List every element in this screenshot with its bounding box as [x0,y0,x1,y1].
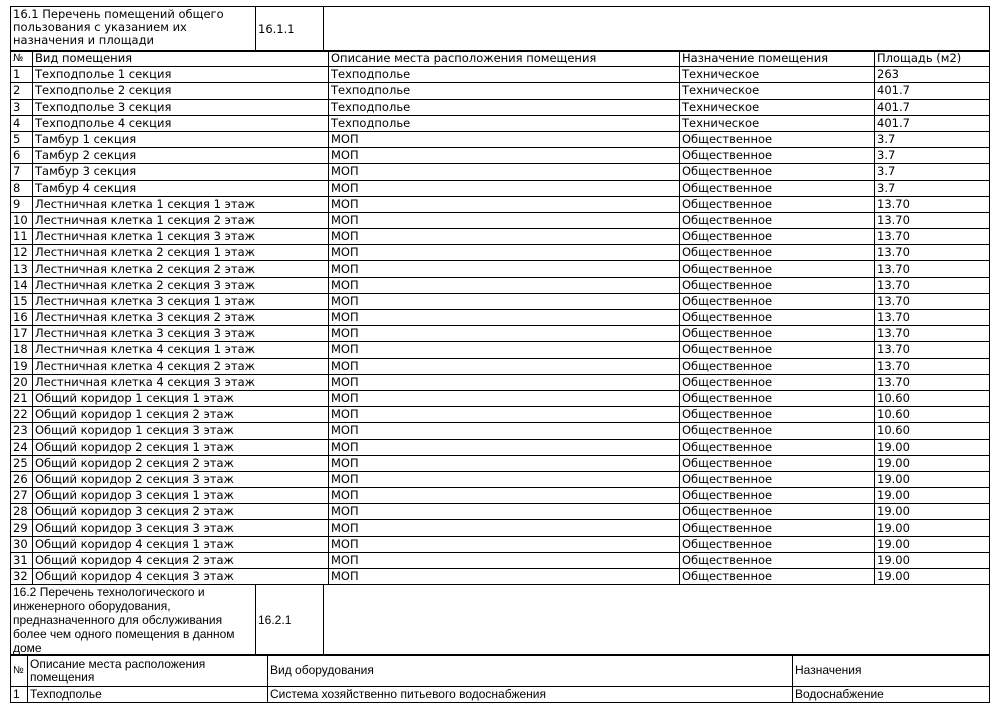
cell-purpose: Назначения [793,655,990,687]
cell-purpose: Общественное [680,326,875,342]
section-code: 16.1.1 [256,7,324,52]
cell-number: 1 [11,67,33,83]
cell-location: МОП [329,229,680,245]
cell-purpose: Общественное [680,536,875,552]
cell-area: 401.7 [875,99,990,115]
cell-premise-type: Общий коридор 3 секция 3 этаж [33,520,329,536]
cell-area: 13.70 [875,358,990,374]
cell-area: 13.70 [875,245,990,261]
cell-premise-type: Лестничная клетка 3 секция 1 этаж [33,293,329,309]
cell-purpose: Общественное [680,569,875,585]
section-title: 16.1 Перечень помещений общего пользования с указанием их назначения и площади [11,7,256,52]
cell-area: 3.7 [875,131,990,147]
cell-number: 32 [11,569,33,585]
table-row [11,504,990,520]
header-row [11,655,990,687]
cell-number: 18 [11,342,33,358]
cell-area: 19.00 [875,504,990,520]
cell-location: МОП [329,164,680,180]
cell-purpose: Общественное [680,390,875,406]
cell-location: МОП [329,520,680,536]
cell-area: 19.00 [875,439,990,455]
cell-number: 24 [11,439,33,455]
cell-location: Техподполье [329,99,680,115]
cell-area: 19.00 [875,569,990,585]
cell-area: 19.00 [875,471,990,487]
cell-premise-type: Общий коридор 4 секция 1 этаж [33,536,329,552]
table-row [11,326,990,342]
cell-premise-type: Техподполье 4 секция [33,115,329,131]
cell-number: 20 [11,374,33,390]
cell-number: 31 [11,552,33,568]
cell-purpose: Общественное [680,245,875,261]
table-row [11,687,990,703]
cell-equipment-type: Вид оборудования [268,655,793,687]
cell-premise-type: Общий коридор 4 секция 3 этаж [33,569,329,585]
cell-location: МОП [329,326,680,342]
cell-location: МОП [329,374,680,390]
cell-number: 30 [11,536,33,552]
cell-area: 13.70 [875,342,990,358]
table-row [11,212,990,228]
cell-purpose: Общественное [680,164,875,180]
cell-premise-type: Лестничная клетка 4 секция 3 этаж [33,374,329,390]
cell-number: 6 [11,148,33,164]
cell-purpose: Техническое [680,67,875,83]
cell-location: МОП [329,196,680,212]
cell-number: 15 [11,293,33,309]
cell-premise-type: Лестничная клетка 1 секция 3 этаж [33,229,329,245]
cell-premise-type: Лестничная клетка 2 секция 2 этаж [33,261,329,277]
cell-area: 19.00 [875,552,990,568]
table-row [11,180,990,196]
cell-premise-type: Общий коридор 2 секция 1 этаж [33,439,329,455]
cell-premise-type: Техподполье 2 секция [33,83,329,99]
cell-location: МОП [329,293,680,309]
cell-purpose: Общественное [680,488,875,504]
section-16-1-header [10,6,990,52]
cell-location: МОП [329,342,680,358]
cell-location: Техподполье [329,67,680,83]
cell-purpose: Общественное [680,552,875,568]
cell-premise-type: Вид помещения [33,51,329,67]
cell-number: № [11,51,33,67]
cell-location: МОП [329,569,680,585]
cell-location: МОП [329,552,680,568]
table-row [11,261,990,277]
cell-area: Площадь (м2) [875,51,990,67]
cell-location: Техподполье [28,687,268,703]
equipment-table [10,654,990,703]
cell-premise-type: Общий коридор 2 секция 2 этаж [33,455,329,471]
cell-number: 17 [11,326,33,342]
cell-purpose: Общественное [680,358,875,374]
table-row [11,229,990,245]
table-row [11,148,990,164]
cell-premise-type: Общий коридор 1 секция 1 этаж [33,390,329,406]
cell-number: 23 [11,423,33,439]
table-row [11,83,990,99]
cell-area: 13.70 [875,374,990,390]
cell-purpose: Общественное [680,148,875,164]
table-row [11,67,990,83]
table-row [11,310,990,326]
cell-location: МОП [329,488,680,504]
cell-area: 13.70 [875,277,990,293]
cell-purpose: Общественное [680,504,875,520]
cell-purpose: Общественное [680,196,875,212]
cell-number: 14 [11,277,33,293]
cell-location: МОП [329,277,680,293]
cell-number: 4 [11,115,33,131]
cell-number: 25 [11,455,33,471]
table-row [11,245,990,261]
cell-area: 401.7 [875,115,990,131]
cell-number: 19 [11,358,33,374]
cell-number: 12 [11,245,33,261]
cell-premise-type: Общий коридор 1 секция 2 этаж [33,407,329,423]
cell-location: МОП [329,245,680,261]
cell-location: МОП [329,358,680,374]
cell-location: МОП [329,310,680,326]
cell-number: 2 [11,83,33,99]
cell-purpose: Общественное [680,293,875,309]
cell-premise-type: Общий коридор 4 секция 2 этаж [33,552,329,568]
cell-area: 13.70 [875,326,990,342]
cell-location: МОП [329,131,680,147]
cell-area: 13.70 [875,310,990,326]
cell-number: 9 [11,196,33,212]
cell-premise-type: Лестничная клетка 4 секция 1 этаж [33,342,329,358]
cell-location: МОП [329,504,680,520]
cell-purpose: Общественное [680,180,875,196]
cell-location: МОП [329,261,680,277]
cell-location: МОП [329,148,680,164]
cell-location: Описание места расположения помещения [329,51,680,67]
empty-cell [324,585,990,656]
cell-premise-type: Лестничная клетка 3 секция 2 этаж [33,310,329,326]
cell-location: Техподполье [329,83,680,99]
cell-purpose: Общественное [680,131,875,147]
cell-premise-type: Лестничная клетка 2 секция 3 этаж [33,277,329,293]
cell-premise-type: Лестничная клетка 1 секция 2 этаж [33,212,329,228]
cell-area: 19.00 [875,520,990,536]
cell-area: 19.00 [875,455,990,471]
cell-purpose: Общественное [680,520,875,536]
cell-purpose: Общественное [680,374,875,390]
cell-area: 10.60 [875,423,990,439]
cell-premise-type: Общий коридор 1 секция 3 этаж [33,423,329,439]
cell-premise-type: Общий коридор 3 секция 2 этаж [33,504,329,520]
cell-equipment-type: Система хозяйственно питьевого водоснабжения [268,687,793,703]
cell-premise-type: Тамбур 2 секция [33,148,329,164]
cell-number: 8 [11,180,33,196]
cell-area: 13.70 [875,212,990,228]
cell-premise-type: Лестничная клетка 1 секция 1 этаж [33,196,329,212]
table-row [11,569,990,585]
cell-number: 7 [11,164,33,180]
cell-purpose: Общественное [680,212,875,228]
cell-premise-type: Общий коридор 3 секция 1 этаж [33,488,329,504]
table-row [11,99,990,115]
cell-number: 22 [11,407,33,423]
table-row [11,536,990,552]
table-row [11,358,990,374]
cell-number: 16 [11,310,33,326]
cell-number: 29 [11,520,33,536]
table-row [11,423,990,439]
table-row [11,293,990,309]
common-premises-table [10,50,990,585]
cell-location: МОП [329,423,680,439]
cell-premise-type: Тамбур 4 секция [33,180,329,196]
cell-number: 11 [11,229,33,245]
cell-area: 3.7 [875,164,990,180]
cell-purpose: Общественное [680,261,875,277]
cell-purpose: Общественное [680,439,875,455]
table-row [11,374,990,390]
cell-number: № [11,655,28,687]
cell-premise-type: Тамбур 3 секция [33,164,329,180]
cell-number: 5 [11,131,33,147]
cell-premise-type: Лестничная клетка 2 секция 1 этаж [33,245,329,261]
cell-location: Техподполье [329,115,680,131]
cell-number: 28 [11,504,33,520]
cell-area: 13.70 [875,196,990,212]
table-row [11,115,990,131]
table-row [11,277,990,293]
cell-area: 3.7 [875,180,990,196]
empty-cell [324,7,990,52]
cell-premise-type: Техподполье 3 секция [33,99,329,115]
cell-purpose: Общественное [680,310,875,326]
cell-premise-type: Лестничная клетка 4 секция 2 этаж [33,358,329,374]
table-row [11,520,990,536]
cell-location: МОП [329,390,680,406]
table-row [11,455,990,471]
cell-area: 263 [875,67,990,83]
table-row [11,488,990,504]
cell-premise-type: Техподполье 1 секция [33,67,329,83]
cell-location: МОП [329,180,680,196]
table-row [11,552,990,568]
section-code: 16.2.1 [256,585,324,656]
cell-premise-type: Общий коридор 2 секция 3 этаж [33,471,329,487]
cell-location: МОП [329,471,680,487]
table-row [11,342,990,358]
cell-area: 19.00 [875,536,990,552]
cell-area: 10.60 [875,390,990,406]
cell-area: 13.70 [875,229,990,245]
cell-premise-type: Лестничная клетка 3 секция 3 этаж [33,326,329,342]
cell-area: 401.7 [875,83,990,99]
table-row [11,196,990,212]
cell-purpose: Назначение помещения [680,51,875,67]
cell-purpose: Водоснабжение [793,687,990,703]
header-row [11,51,990,67]
cell-number: 27 [11,488,33,504]
cell-area: 13.70 [875,261,990,277]
cell-purpose: Общественное [680,471,875,487]
cell-area: 19.00 [875,488,990,504]
cell-number: 10 [11,212,33,228]
cell-purpose: Техническое [680,83,875,99]
table-row [11,164,990,180]
cell-area: 10.60 [875,407,990,423]
cell-location: МОП [329,439,680,455]
cell-location: МОП [329,212,680,228]
cell-number: 13 [11,261,33,277]
cell-area: 3.7 [875,148,990,164]
cell-number: 21 [11,390,33,406]
cell-purpose: Общественное [680,342,875,358]
cell-purpose: Общественное [680,277,875,293]
cell-purpose: Техническое [680,115,875,131]
table-row [11,131,990,147]
table-row [11,390,990,406]
cell-location: МОП [329,407,680,423]
cell-premise-type: Тамбур 1 секция [33,131,329,147]
table-row [11,471,990,487]
cell-number: 26 [11,471,33,487]
table-row [11,439,990,455]
cell-location: МОП [329,536,680,552]
cell-number: 1 [11,687,28,703]
cell-purpose: Общественное [680,423,875,439]
cell-purpose: Общественное [680,229,875,245]
cell-purpose: Техническое [680,99,875,115]
cell-location: Описание места расположения помещения [28,655,268,687]
cell-purpose: Общественное [680,455,875,471]
section-title: 16.2 Перечень технологического и инженерного оборудования, предназначенного для обслуживания более чем одного помещения в данном доме [11,585,256,656]
table-row [11,407,990,423]
cell-number: 3 [11,99,33,115]
cell-purpose: Общественное [680,407,875,423]
cell-location: МОП [329,455,680,471]
section-16-2-header [10,584,990,656]
cell-area: 13.70 [875,293,990,309]
